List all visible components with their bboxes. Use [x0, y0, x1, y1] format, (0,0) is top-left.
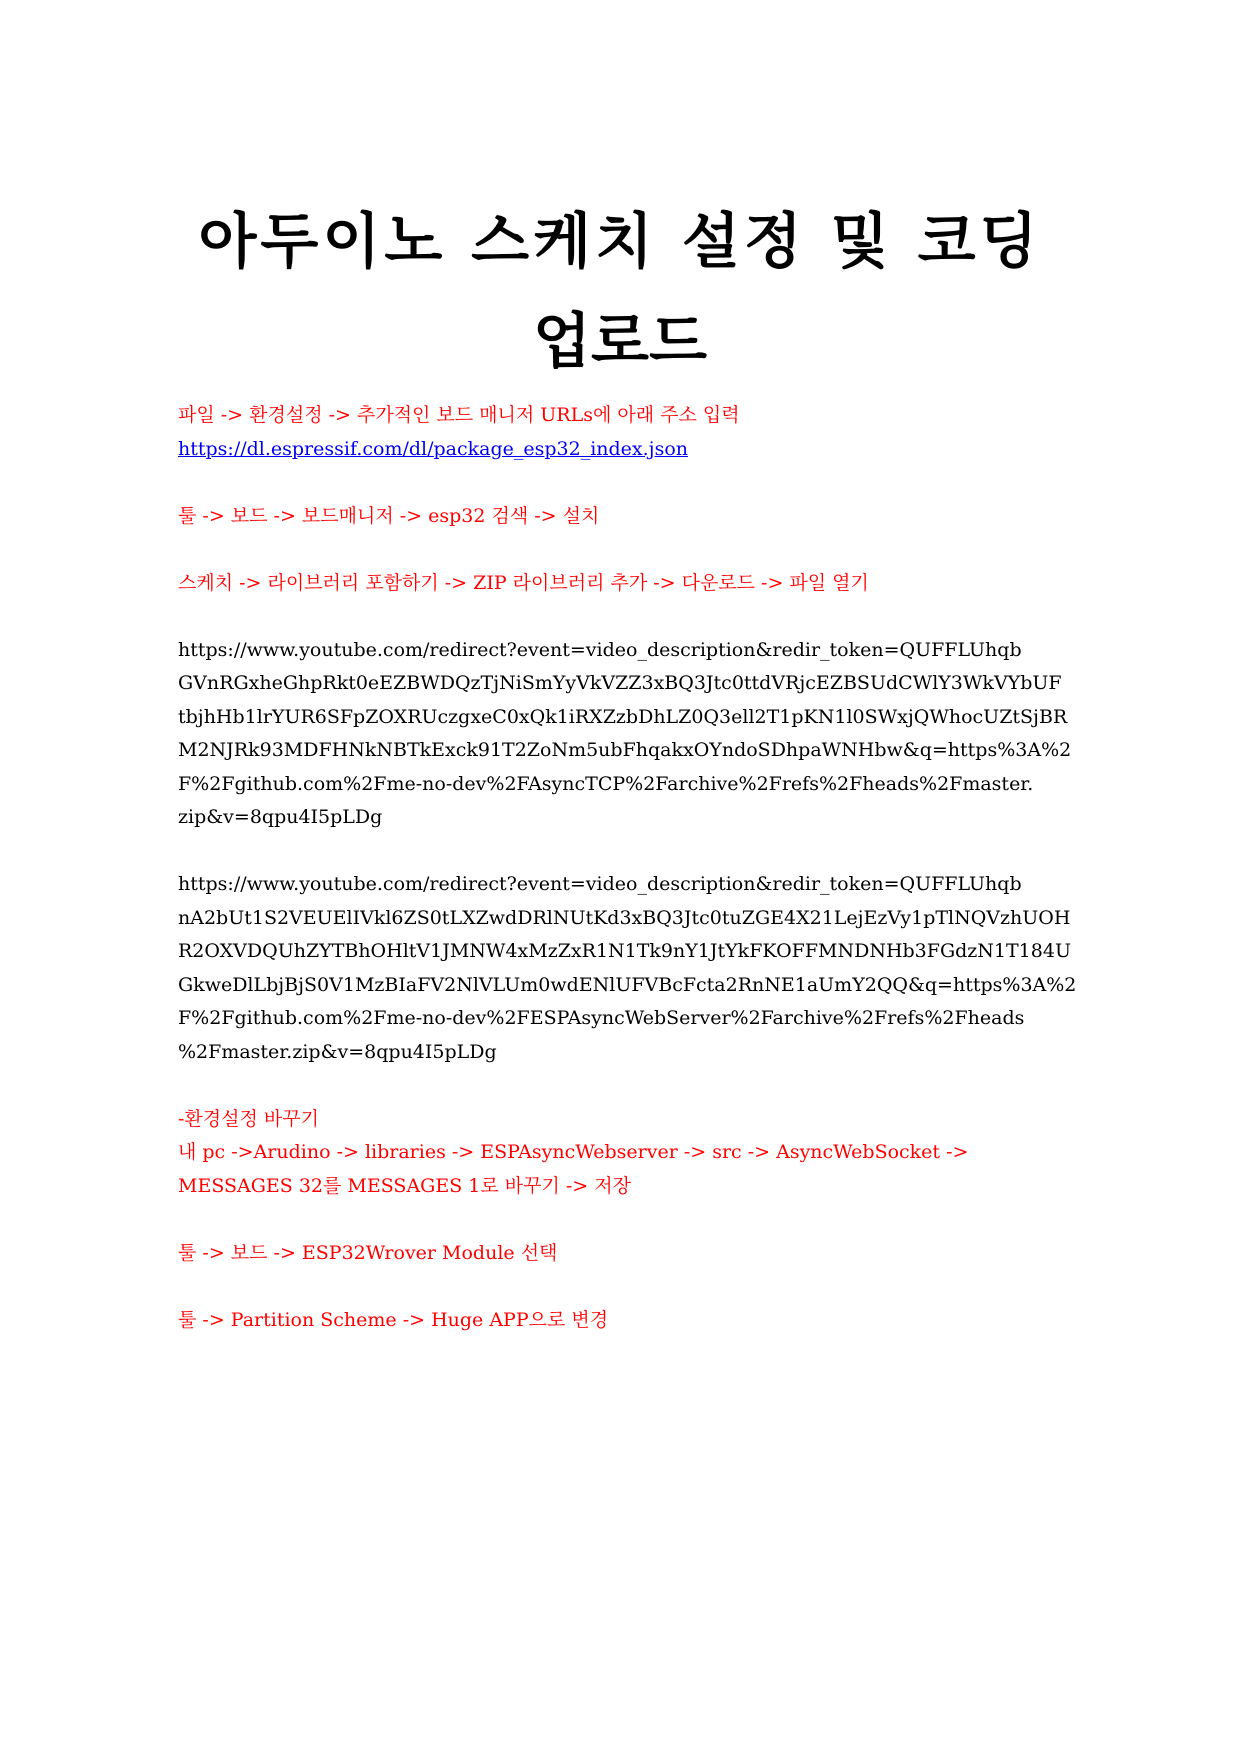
url-line: https://www.youtube.com/redirect?event=video_description&redir_token=QUFFLUhqb: [178, 638, 1022, 661]
step-install-esp32: 툴 -> 보드 -> 보드매니저 -> esp32 검색 -> 설치: [178, 504, 600, 527]
asynctcp-download-link[interactable]: [178, 634, 1072, 835]
step-board-manager-url: 파일 -> 환경설정 -> 추가적인 보드 매니저 URLs에 아래 주소 입력: [178, 404, 740, 426]
url-line: GkweDlLbjBjS0V1MzBIaFV2NlVLUm0wdENlUFVBcFcta2RnNE1aUmY2QQ&q=https%3A%2: [178, 973, 1077, 996]
url-line: %2Fmaster.zip&v=8qpu4I5pLDg: [178, 1040, 497, 1063]
page-title-continued: 업로드: [533, 307, 707, 377]
page-title: 아두이노 스케치 설정 및 코딩: [198, 207, 1042, 277]
url-line: https://www.youtube.com/redirect?event=video_description&redir_token=QUFFLUhqb: [178, 873, 1022, 895]
espasyncwebserver-download-link[interactable]: [178, 868, 1077, 1069]
url-line: F%2Fgithub.com%2Fme-no-dev%2FESPAsyncWebServer%2Farchive%2Frefs%2Fheads: [178, 1007, 1025, 1029]
settings-change-line: MESSAGES 32를 MESSAGES 1로 바꾸기 -> 저장: [178, 1174, 631, 1197]
url-line: zip&v=8qpu4I5pLDg: [178, 806, 383, 828]
step-partition-scheme: 툴 -> Partition Scheme -> Huge APP으로 변경: [178, 1308, 609, 1331]
step-add-zip-library: 스케치 -> 라이브러리 포함하기 -> ZIP 라이브러리 추가 -> 다운로드 -> 파일 열기: [178, 571, 869, 594]
url-line: tbjhHb1lrYUR6SFpZOXRUczgxeC0xQk1iRXZzbDhLZ0Q3ell2T1pKN1l0SWxjQWhocUZtSjBR: [178, 705, 1068, 728]
url-line: GVnRGxheGhpRkt0eEZBWDQzTjNiSmYyVkVZZ3xBQ3Jtc0ttdVRjcEZBSUdCWlY3WkVYbUF: [178, 672, 1062, 694]
settings-heading: -환경설정 바꾸기: [178, 1107, 319, 1130]
url-line: nA2bUt1S2VEUElIVkl6ZS0tLXZwdDRlNUtKd3xBQ3Jtc0tuZGE4X21LejEzVy1pTlNQVzhUOH: [178, 906, 1071, 929]
step-select-board: 툴 -> 보드 -> ESP32Wrover Module 선택: [178, 1241, 558, 1264]
url-line: M2NJRk93MDFHNkNBTkExck91T2ZoNm5ubFhqakxOYndoSDhpaWNHbw&q=https%3A%2: [178, 739, 1072, 761]
url-line: F%2Fgithub.com%2Fme-no-dev%2FAsyncTCP%2Farchive%2Frefs%2Fheads%2Fmaster.: [178, 772, 1034, 795]
url-line: R2OXVDQUhZYTBhOHltV1JMNW4xMzZxR1N1Tk9nY1JtYkFKOFFMNDNHb3FGdzN1T184U: [178, 940, 1071, 962]
document-body: [178, 399, 1077, 1337]
esp32-package-link[interactable]: https://dl.espressif.com/dl/package_esp32_index.json: [178, 437, 689, 460]
settings-path-line: 내 pc ->Arudino -> libraries -> ESPAsyncWebserver -> src -> AsyncWebSocket ->: [178, 1141, 969, 1163]
